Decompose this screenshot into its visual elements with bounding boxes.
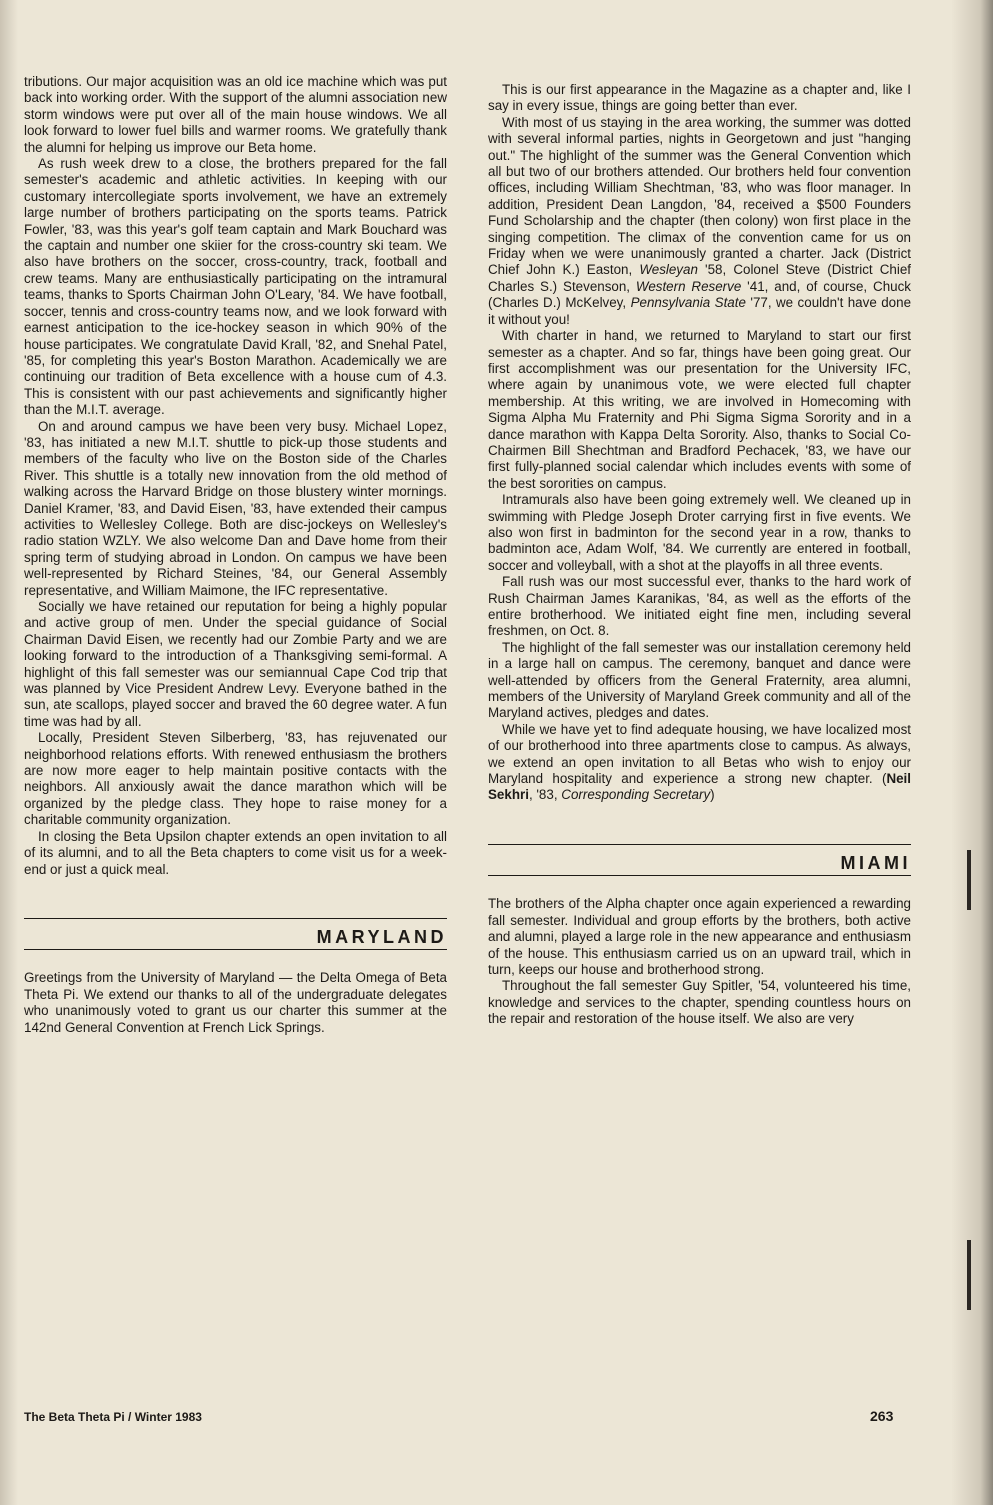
school-name: Wesleyan: [639, 262, 698, 278]
section-heading-miami: MIAMI: [840, 852, 911, 873]
author-name: Neil Sekhri: [488, 771, 911, 803]
paragraph: Locally, President Steven Silberberg, '83, has rejuvenated our neighborhood relations efforts. With renewed enthusiasm the brothers are now more eager to help maintain positive contacts with the neighbors. All anxiously await the dance marathon which will be organized by the pledge class. They hope to raise money for a charitable community organization.: [24, 730, 447, 828]
binding-mark: [967, 1240, 971, 1310]
paragraph: With charter in hand, we returned to Maryland to start our first semester as a chapter. And so far, things have been going great. Our first accomplishment was our presentation for the University IFC, where again by unanimous vote, we were elected full chapter membership. At this writing, we are involved in Homecoming with Sigma Alpha Mu Fraternity and Phi Sigma Sigma Sorority and in a dance marathon with Kappa Delta Sorority. Also, thanks to Social Co-Chairmen Bill Shechtman and Bradford Pechacek, '83, we have our first fully-planned social calendar which includes events with some of the best sororities on campus.: [488, 328, 911, 491]
author-role: Corresponding Secretary: [561, 787, 711, 803]
section-heading-maryland: MARYLAND: [316, 926, 447, 947]
paragraph: [488, 722, 911, 804]
school-name: Western Reserve: [635, 278, 742, 294]
text-run: ): [710, 787, 715, 803]
paragraph: [488, 115, 911, 328]
binding-mark: [967, 850, 971, 910]
paragraph: Socially we have retained our reputation for being a highly popular and active group of men. Under the special guidance of Social Chairman David Eisen, we recently had our Zombie Party and we are looking forward to the introduction of a Thanksgiving semi-formal. A highlight of this fall semester was our semiannual Cape Cod trip that was planned by Vice President Andrew Levy. Everyone bathed in the sun, ate scallops, played soccer and braved the 60 degree water. A fun time was had by all.: [24, 599, 447, 729]
paragraph: This is our first appearance in the Magazine as a chapter and, like I say in every issue, things are going better than ever.: [488, 82, 911, 114]
text-run: '41, and, of course, Chuck (Charles D.) McKelvey,: [488, 278, 912, 311]
text-run: '77, we couldn't have done it without you!: [488, 295, 912, 327]
text-run: With most of us staying in the area working, the summer was dotted with several informal parties, nights in Georgetown and just "hanging out." The highlight of the summer was the General Convention which all but two of our brothers attended. Our brothers held four convention offices, including William Shechtman, '83, who was floor manager. In addition, President Dean Langdon, '84, received a $500 Founders Fund Scholarship and the chapter (then colony) won first place in the singing competition. The climax of the convention came for us on Friday when we were unanimously granted a charter. Jack (District Chief John K.) Easton,: [488, 114, 911, 278]
publication-footer: The Beta Theta Pi / Winter 1983: [24, 1410, 202, 1424]
paragraph: In closing the Beta Upsilon chapter extends an open invitation to all of its alumni, and to all the Beta chapters to come visit us for a week-end or just a quick meal.: [24, 828, 447, 877]
right-column: [488, 82, 911, 1028]
page-right-shadow: [951, 0, 993, 1505]
page-number: 263: [870, 1408, 894, 1424]
paragraph: Throughout the fall semester Guy Spitler, '54, volunteered his time, knowledge and services to the chapter, spending countless hours on the repair and restoration of the house itself. We also are very: [488, 978, 911, 1027]
text-run: , '83,: [528, 787, 562, 803]
paragraph: Intramurals also have been going extremely well. We cleaned up in swimming with Pledge Joseph Droter carrying first in five events. We also won first in badminton for the second year in a row, thanks to badminton ace, Adam Wolf, '84. We currently are entered in football, soccer and volleyball, with a shot at the playoffs in all three events.: [488, 492, 911, 573]
text-run: While we have yet to find adequate housing, we have localized most of our brotherhood into three apartments close to campus. As always, we extend an open invitation to all Betas who wish to enjoy our Maryland hospitality and experience a strong new chapter. (: [488, 721, 911, 787]
school-name: Pennsylvania State: [630, 295, 746, 311]
text-run: '58, Colonel Steve (District Chief Charles S.) Stevenson,: [488, 262, 912, 294]
left-column: [24, 74, 447, 1036]
paragraph: As rush week drew to a close, the brothers prepared for the fall semester's academic and athletic activities. In keeping with our customary intercollegiate sports involvement, we have an extremely large number of brothers participating on the sports teams. Patrick Fowler, '83, was this year's golf team captain and Mark Bouchard was the captain and number one skiier for the cross-country ski team. We also have brothers on the soccer, cross-country, track, football and crew teams. Many are enthusiastically participating on the intramural teams, thanks to Sports Chairman John O'Leary, '84. We have football, soccer, tennis and cross-country teams now, and we look forward with earnest anticipation to the ice-hockey season in which 90% of the house participates. We congratulate David Krall, '82, and Snehal Patel, '85, for completing this year's Boston Marathon. Academically we are continuing our tradition of Beta excellence with a house cum of 4.3. This is consistent with our past achievements and significantly higher than the M.I.T. average.: [24, 156, 447, 418]
paragraph: tributions. Our major acquisition was an old ice machine which was put back into working order. With the support of the alumni association new storm windows were put over all of the main house windows. We all look forward to lower fuel bills and warmer rooms. We gratefully thank the alumni for helping us improve our Beta home.: [24, 74, 447, 155]
page-left-shadow: [0, 0, 18, 1505]
paragraph: Fall rush was our most successful ever, thanks to the hard work of Rush Chairman James Karanikas, '84, as well as the efforts of the entire brotherhood. We initiated eight fine men, including several freshmen, on Oct. 8.: [488, 574, 911, 639]
paragraph: On and around campus we have been very busy. Michael Lopez, '83, has initiated a new M.I.T. shuttle to pick-up those students and members of the faculty who live on the Boston side of the Charles River. This shuttle is a totally new innovation from the old method of walking across the Harvard Bridge on those blustery winter mornings. Daniel Kramer, '83, and David Eisen, '83, have extended their campus activities to Wellesley College. Both are disc-jockeys on Wellesley's radio station WZLY. We also welcome Dan and Dave home from their spring term of studying abroad in London. On campus we have been well-represented by Richard Steines, '84, our General Assembly representative, and William Maimone, the IFC representative.: [24, 418, 447, 598]
paragraph: The highlight of the fall semester was our installation ceremony held in a large hall on campus. The ceremony, banquet and dance were well-attended by officers from the General Fraternity, area alumni, members of the University of Maryland Greek community and all of the Maryland actives, pledges and dates.: [488, 639, 911, 721]
paragraph: The brothers of the Alpha chapter once again experienced a rewarding fall semester. Individual and group efforts by the brothers, both active and alumni, played a large role in the new appearance and enthusiasm of the house. This enthusiasm carried us on an upward trail, which in turn, keeps our house and brotherhood strong.: [488, 896, 911, 977]
paragraph: Greetings from the University of Maryland — the Delta Omega of Beta Theta Pi. We extend our thanks to all of the undergraduate delegates who unanimously voted to grant us our charter this summer at the 142nd General Convention at French Lick Springs.: [24, 970, 447, 1035]
